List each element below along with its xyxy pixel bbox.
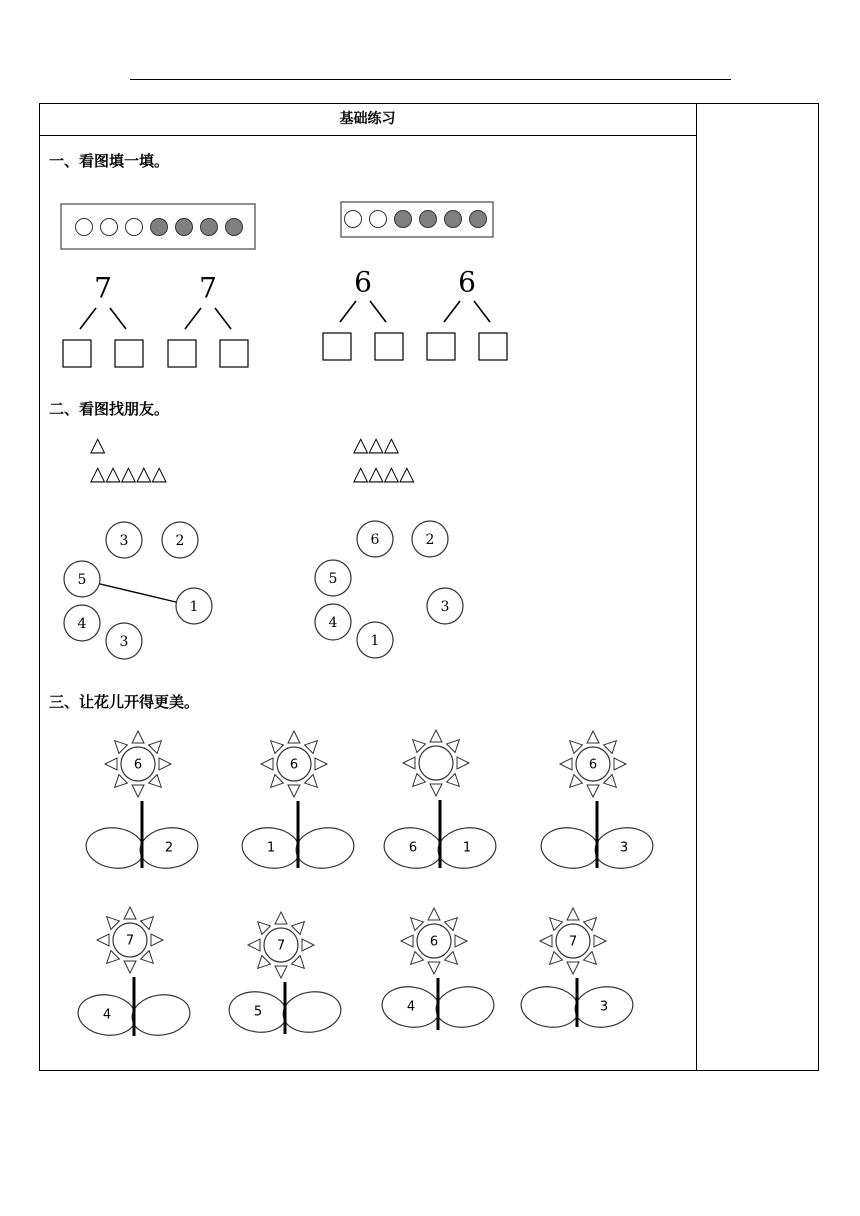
tree-branch-left (340, 301, 356, 322)
sun-ray (141, 917, 154, 930)
sun-ray (570, 741, 583, 754)
sun-ray (445, 952, 458, 965)
bubble-number: 6 (370, 532, 380, 548)
bubble-number: 3 (119, 533, 129, 549)
tree-branch-right (474, 301, 490, 322)
tree-number: 6 (354, 265, 372, 299)
sun-ray (570, 775, 583, 788)
example-connect-line (96, 583, 180, 603)
answer-box-left (427, 333, 455, 360)
sun-ray (149, 775, 162, 788)
sun-ray (430, 784, 442, 796)
section-two-title: 二、看图找朋友。 (49, 400, 170, 418)
tree-branch-left (444, 301, 460, 322)
sun-ray (271, 775, 284, 788)
flower-4 (538, 731, 655, 872)
counter-box-1 (61, 204, 255, 249)
answer-box-right (479, 333, 507, 360)
sun-ray (288, 731, 300, 743)
flower-6 (226, 912, 343, 1036)
leaf-left-number: 6 (408, 840, 418, 856)
counter-dot-empty (101, 219, 118, 236)
leaf-right-number: 3 (599, 999, 609, 1015)
sun-ray (594, 935, 606, 947)
triangle-row-left-bottom: △△△△△ (90, 461, 167, 485)
triangle-row-right-top: △△△ (353, 432, 400, 456)
flower-center-number: 6 (289, 757, 299, 773)
tree-branch-right (215, 308, 231, 329)
counter-dot-filled (176, 219, 193, 236)
sun-ray (132, 731, 144, 743)
tree-branch-right (110, 308, 126, 329)
sun-ray (428, 962, 440, 974)
sun-ray (550, 918, 563, 931)
answer-box-left (168, 340, 196, 367)
leaf-right (293, 824, 356, 872)
answer-box-right (115, 340, 143, 367)
triangle-row-right-bottom: △△△△ (353, 461, 415, 485)
bubble-number: 3 (440, 599, 450, 615)
flower-center-number: 7 (276, 938, 286, 954)
sun-ray (413, 774, 426, 787)
sun-ray (305, 775, 318, 788)
bubble-number: 1 (189, 599, 199, 615)
sun-ray (584, 952, 597, 965)
flower-8 (518, 908, 635, 1031)
sun-ray (445, 918, 458, 931)
sun-ray (567, 962, 579, 974)
answer-box-right (375, 333, 403, 360)
counter-dot-empty (126, 219, 143, 236)
sun-ray (455, 935, 467, 947)
sun-ray (292, 956, 305, 969)
sun-ray (292, 922, 305, 935)
sun-ray (124, 907, 136, 919)
counter-dot-filled (201, 219, 218, 236)
sun-ray (124, 961, 136, 973)
sun-ray (403, 757, 415, 769)
leaf-left-number: 5 (253, 1004, 263, 1020)
leaf-left-number: 1 (266, 840, 276, 856)
sun-ray (97, 934, 109, 946)
sun-ray (587, 731, 599, 743)
sun-ray (261, 758, 273, 770)
counter-dot-filled (226, 219, 243, 236)
flower-center-number: 7 (125, 933, 135, 949)
sun-ray (457, 757, 469, 769)
sun-ray (430, 730, 442, 742)
tree-number: 6 (458, 265, 476, 299)
bubble-number: 1 (370, 633, 380, 649)
bubble-number: 4 (77, 616, 87, 632)
section-one-title: 一、看图填一填。 (49, 152, 170, 170)
leaf-right (280, 988, 343, 1036)
sun-ray (159, 758, 171, 770)
counter-dot-empty (370, 211, 387, 228)
bubble-number: 2 (175, 533, 185, 549)
decompose-tree-4 (427, 266, 507, 361)
section-three-title: 三、让花儿开得更美。 (49, 693, 200, 711)
sun-ray (447, 774, 460, 787)
bubble-number: 5 (328, 571, 338, 587)
leaf-left (83, 824, 146, 872)
sun-ray (115, 741, 128, 754)
sun-ray (258, 956, 271, 969)
counter-dot-empty (345, 211, 362, 228)
leaf-left-number: 4 (102, 1007, 112, 1023)
counter-dot-filled (395, 211, 412, 228)
flower-center-number: 6 (429, 934, 439, 950)
tree-number: 7 (94, 271, 112, 305)
sun-ray (411, 918, 424, 931)
sun-ray (132, 785, 144, 797)
flower-7 (379, 908, 496, 1031)
flower-5 (75, 907, 192, 1039)
tree-branch-right (370, 301, 386, 322)
counter-dot-filled (151, 219, 168, 236)
leaf-right (129, 991, 192, 1039)
leaf-right-number: 3 (619, 840, 629, 856)
sun-ray (587, 785, 599, 797)
sun-ray (315, 758, 327, 770)
sun-ray (105, 758, 117, 770)
sun-ray (275, 966, 287, 978)
flower-center-number: 6 (133, 757, 143, 773)
bubble-number: 5 (77, 572, 87, 588)
leaf-right (433, 983, 496, 1031)
sun-ray (604, 775, 617, 788)
tree-branch-left (80, 308, 96, 329)
triangle-row-left-top: △ (90, 432, 106, 456)
sun-ray (540, 935, 552, 947)
sun-ray (107, 917, 120, 930)
sun-ray (302, 939, 314, 951)
flower-center (419, 746, 453, 780)
sun-ray (151, 934, 163, 946)
sun-ray (305, 741, 318, 754)
bubble-group-1 (64, 522, 212, 659)
sun-ray (107, 951, 120, 964)
sun-ray (550, 952, 563, 965)
bubble-group-2 (315, 521, 463, 658)
sun-ray (560, 758, 572, 770)
counter-box-2 (341, 202, 493, 237)
sun-ray (401, 935, 413, 947)
sun-ray (584, 918, 597, 931)
leaf-left (538, 824, 601, 872)
worksheet-title: 基础练习 (339, 111, 396, 127)
sun-ray (271, 741, 284, 754)
bubble-number: 2 (425, 532, 435, 548)
bubble-number: 4 (328, 615, 338, 631)
counter-dot-empty (76, 219, 93, 236)
sun-ray (275, 912, 287, 924)
leaf-right-number: 2 (164, 840, 174, 856)
sun-ray (567, 908, 579, 920)
counter-dot-filled (470, 211, 487, 228)
sun-ray (428, 908, 440, 920)
sun-ray (614, 758, 626, 770)
answer-box-left (63, 340, 91, 367)
sun-ray (258, 922, 271, 935)
sun-ray (411, 952, 424, 965)
flower-center-number: 7 (568, 934, 578, 950)
decompose-tree-1 (63, 272, 143, 368)
tree-number: 7 (199, 271, 217, 305)
sun-ray (141, 951, 154, 964)
flower-center-number: 6 (588, 757, 598, 773)
sun-ray (447, 740, 460, 753)
sun-ray (413, 740, 426, 753)
leaf-right-number: 1 (462, 840, 472, 856)
sun-ray (288, 785, 300, 797)
sun-ray (248, 939, 260, 951)
flower-3 (381, 730, 498, 872)
flower-1 (83, 731, 200, 872)
flower-2 (239, 731, 356, 872)
leaf-left (518, 983, 581, 1031)
leaf-left-number: 4 (406, 999, 416, 1015)
sun-ray (604, 741, 617, 754)
decompose-tree-2 (168, 272, 248, 368)
counter-dot-filled (420, 211, 437, 228)
sun-ray (149, 741, 162, 754)
decompose-tree-3 (323, 266, 403, 361)
counter-dot-filled (445, 211, 462, 228)
tree-branch-left (185, 308, 201, 329)
sun-ray (115, 775, 128, 788)
answer-box-right (220, 340, 248, 367)
answer-box-left (323, 333, 351, 360)
bubble-number: 3 (119, 634, 129, 650)
